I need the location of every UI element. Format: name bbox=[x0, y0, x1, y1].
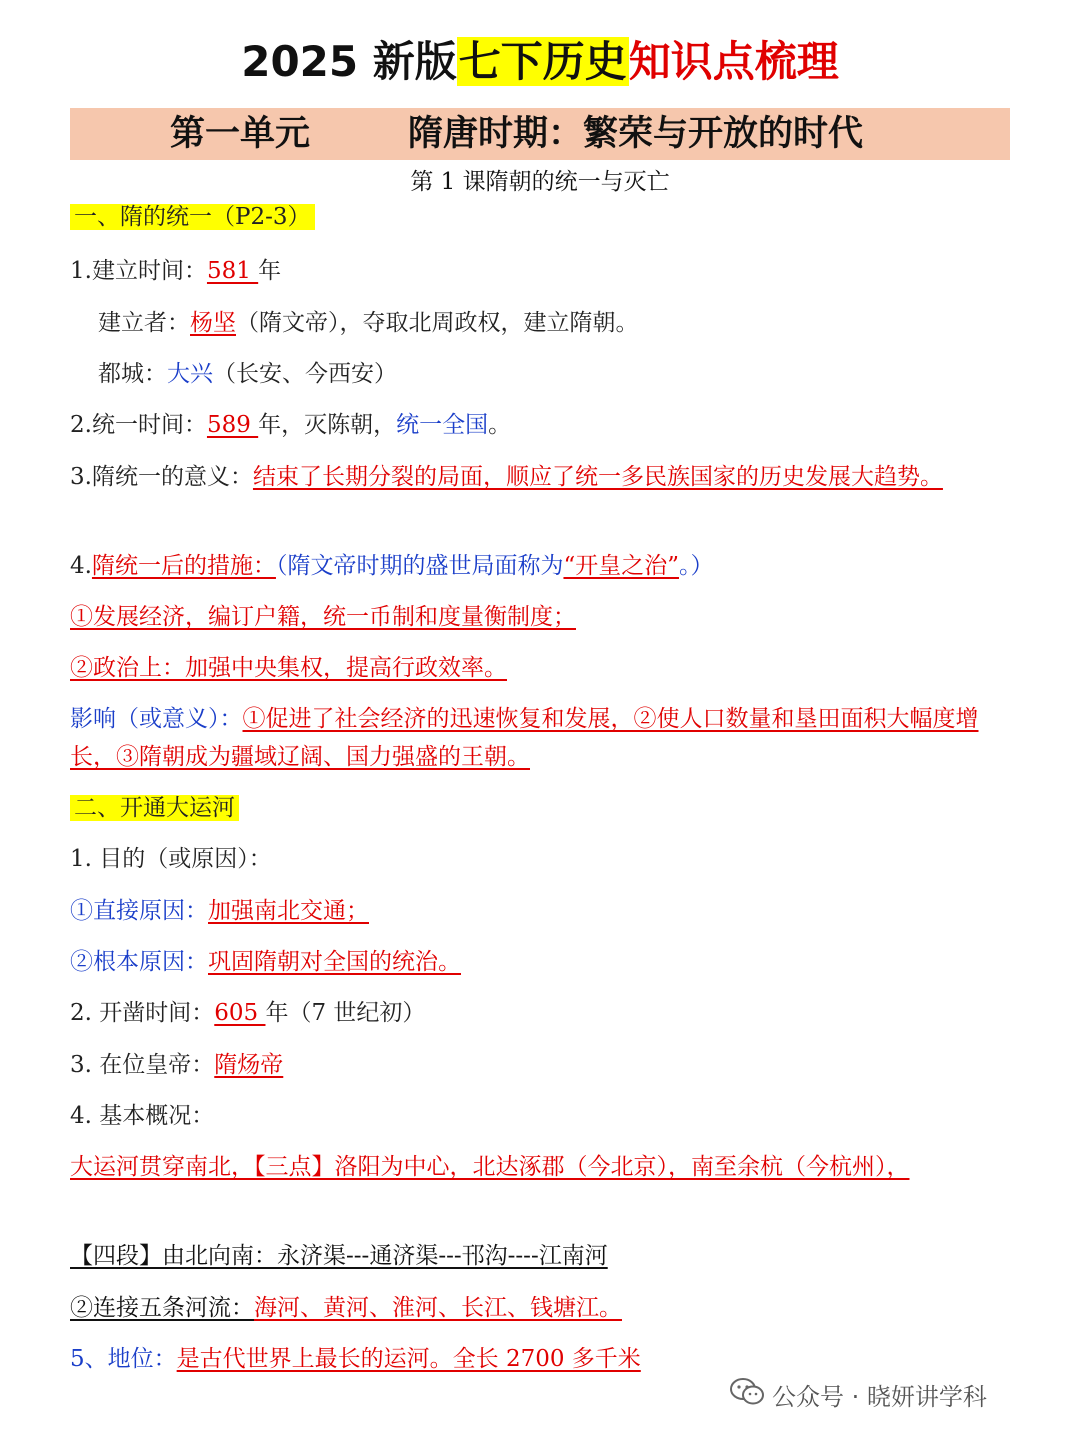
founding-time bbox=[70, 252, 281, 290]
significance-value: 结束了长期分裂的局面，顺应了统一多民族国家的历史发展大趋势。 bbox=[252, 464, 943, 490]
unit-banner bbox=[70, 108, 1010, 160]
root-reason-label: ②根本原因： bbox=[70, 949, 208, 975]
measures-number: 4. bbox=[70, 553, 92, 579]
capital bbox=[98, 355, 397, 393]
five-rivers-label: ②连接五条河流： bbox=[70, 1295, 254, 1321]
root-reason-value: 巩固隋朝对全国的统治。 bbox=[208, 949, 461, 975]
canal-root-reason bbox=[70, 943, 461, 981]
founding-time-value: 581 bbox=[206, 258, 259, 284]
unification-blue: 统一全国 bbox=[396, 412, 489, 438]
emperor-label: 3. 在位皇帝： bbox=[70, 1052, 215, 1078]
unification-time-value: 589 bbox=[206, 412, 259, 438]
canal-five-rivers bbox=[70, 1289, 622, 1327]
title-part-subject: 七下历史 bbox=[458, 37, 627, 86]
page-title bbox=[0, 22, 1080, 102]
canal-emperor bbox=[70, 1046, 283, 1084]
measure-politics-text: ②政治上：加强中央集权，提高行政效率。 bbox=[70, 655, 507, 681]
section-heading-2 bbox=[70, 789, 239, 827]
founder-suffix: （隋文帝），夺取北周政权，建立隋朝。 bbox=[236, 310, 639, 336]
three-points-text: 大运河贯穿南北，【三点】洛阳为中心，北达涿郡（今北京），南至余杭（今杭州）， bbox=[70, 1154, 910, 1180]
measures-label: 隋统一后的措施： bbox=[91, 553, 276, 579]
footer-watermark bbox=[730, 1377, 987, 1417]
canal-three-points bbox=[70, 1148, 1010, 1186]
measure-politics bbox=[70, 649, 507, 687]
wechat-icon bbox=[730, 1378, 764, 1418]
founding-time-label: 1.建立时间： bbox=[70, 258, 207, 284]
measures-note-end: 。） bbox=[678, 553, 714, 579]
unit-number: 第一单元 bbox=[170, 114, 311, 154]
excavation-label: 2. 开凿时间： bbox=[70, 1000, 215, 1026]
section-heading-1-text: 一、隋的统一（P2-3） bbox=[70, 204, 315, 230]
direct-reason-value: 加强南北交通； bbox=[208, 898, 369, 924]
excavation-value: 605 bbox=[214, 1000, 266, 1026]
status-value: 是古代世界上最长的运河。全长 2700 多千米 bbox=[176, 1346, 641, 1372]
canal-status bbox=[70, 1340, 641, 1378]
capital-value: 大兴 bbox=[167, 361, 213, 387]
unification-significance bbox=[70, 458, 1010, 496]
influence bbox=[70, 700, 1010, 776]
measure-economy-text: ①发展经济，编订户籍，统一币制和度量衡制度； bbox=[70, 604, 576, 630]
canal-direct-reason bbox=[70, 892, 369, 930]
measures-heading bbox=[70, 547, 713, 585]
measure-economy bbox=[70, 598, 576, 636]
section-heading-1 bbox=[70, 198, 315, 236]
founder bbox=[98, 304, 639, 342]
footer-account: 公众号 · 晓妍讲学科 bbox=[772, 1383, 987, 1411]
title-part-topic: 知识点梳理 bbox=[628, 37, 839, 86]
direct-reason-label: ①直接原因： bbox=[70, 898, 208, 924]
kaihuang-rule: “开皇之治” bbox=[563, 553, 679, 579]
unification-time bbox=[70, 406, 511, 444]
emperor-value: 隋炀帝 bbox=[214, 1052, 284, 1078]
four-sections-text: 【四段】由北向南：永济渠---通济渠---邗沟----江南河 bbox=[70, 1243, 608, 1269]
canal-purpose: 1. 目的（或原因）： bbox=[70, 846, 272, 872]
status-label: 5、地位： bbox=[70, 1346, 177, 1372]
founder-value: 杨坚 bbox=[190, 310, 236, 336]
section-heading-2-text: 二、开通大运河 bbox=[70, 795, 239, 821]
canal-four-sections bbox=[70, 1237, 608, 1275]
canal-excavation-time bbox=[70, 994, 425, 1032]
capital-label: 都城： bbox=[98, 361, 167, 387]
influence-value: ①促进了社会经济的迅速恢复和发展，②使人口数量和垦田面积大幅度增长，③隋朝成为疆域辽阔、国力强盛的王朝。 bbox=[70, 706, 979, 770]
unification-time-label: 2.统一时间： bbox=[70, 412, 207, 438]
lesson-title: 第 1 课隋朝的统一与灭亡 bbox=[410, 169, 670, 195]
unification-end: 。 bbox=[488, 412, 512, 438]
influence-label: 影响（或意义）： bbox=[70, 706, 243, 732]
unification-time-mid: 年，灭陈朝， bbox=[258, 412, 397, 438]
unit-name: 隋唐时期：繁荣与开放的时代 bbox=[408, 114, 864, 154]
measures-note-start: （隋文帝时期的盛世局面称为 bbox=[275, 553, 564, 579]
excavation-suffix: 年（7 世纪初） bbox=[265, 1000, 426, 1026]
founder-label: 建立者： bbox=[98, 310, 190, 336]
five-rivers-value: 海河、黄河、淮河、长江、钱塘江。 bbox=[254, 1295, 622, 1321]
capital-suffix: （长安、今西安） bbox=[213, 361, 397, 387]
founding-time-suffix: 年 bbox=[258, 258, 282, 284]
significance-label: 3.隋统一的意义： bbox=[70, 464, 253, 490]
title-part-year: 2025 新版 bbox=[241, 37, 457, 86]
canal-overview: 4. 基本概况： bbox=[70, 1103, 215, 1129]
